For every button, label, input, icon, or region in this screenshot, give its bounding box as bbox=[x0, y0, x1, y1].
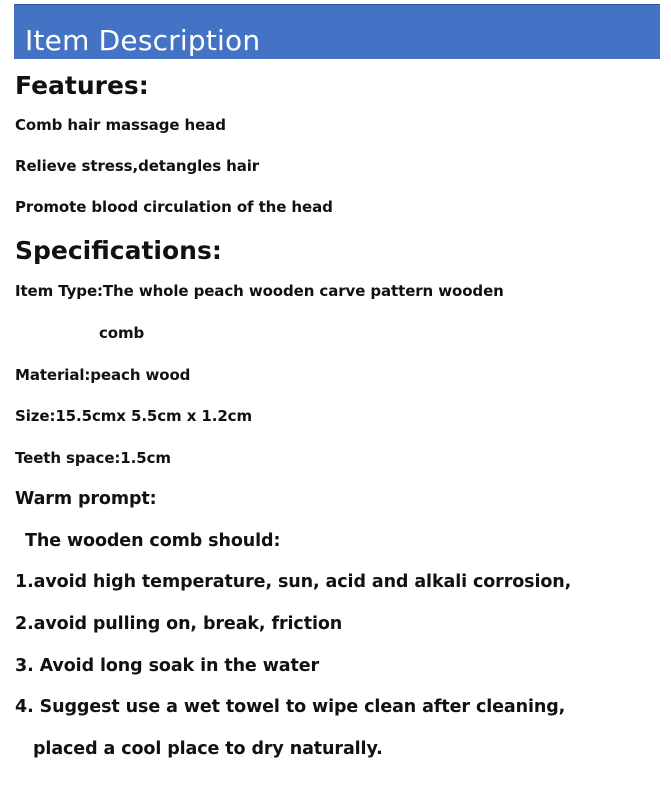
feature-item: Comb hair massage head bbox=[15, 116, 226, 134]
spec-item-type: Item Type:The whole peach wooden carve pattern wooden bbox=[15, 282, 504, 300]
spec-size: Size:15.5cmx 5.5cm x 1.2cm bbox=[15, 407, 252, 425]
warm-prompt-item: 2.avoid pulling on, break, friction bbox=[15, 614, 343, 634]
warm-prompt-item-continuation: placed a cool place to dry naturally. bbox=[33, 739, 383, 759]
warm-prompt-intro: The wooden comb should: bbox=[25, 531, 281, 551]
feature-item: Promote blood circulation of the head bbox=[15, 198, 333, 216]
spec-material: Material:peach wood bbox=[15, 366, 191, 384]
spec-item-type-continuation: comb bbox=[99, 324, 145, 342]
warm-prompt-item: 1.avoid high temperature, sun, acid and alkali corrosion, bbox=[15, 572, 572, 592]
warm-prompt-item: 3. Avoid long soak in the water bbox=[15, 656, 320, 676]
header-bar bbox=[14, 4, 660, 59]
page-title: Item Description bbox=[25, 24, 261, 57]
specifications-heading: Specifications: bbox=[15, 236, 222, 265]
features-heading: Features: bbox=[15, 71, 149, 100]
warm-prompt-item: 4. Suggest use a wet towel to wipe clean after cleaning, bbox=[15, 697, 566, 717]
warm-prompt-heading: Warm prompt: bbox=[15, 489, 157, 509]
feature-item: Relieve stress,detangles hair bbox=[15, 157, 260, 175]
spec-teeth-space: Teeth space:1.5cm bbox=[15, 449, 171, 467]
